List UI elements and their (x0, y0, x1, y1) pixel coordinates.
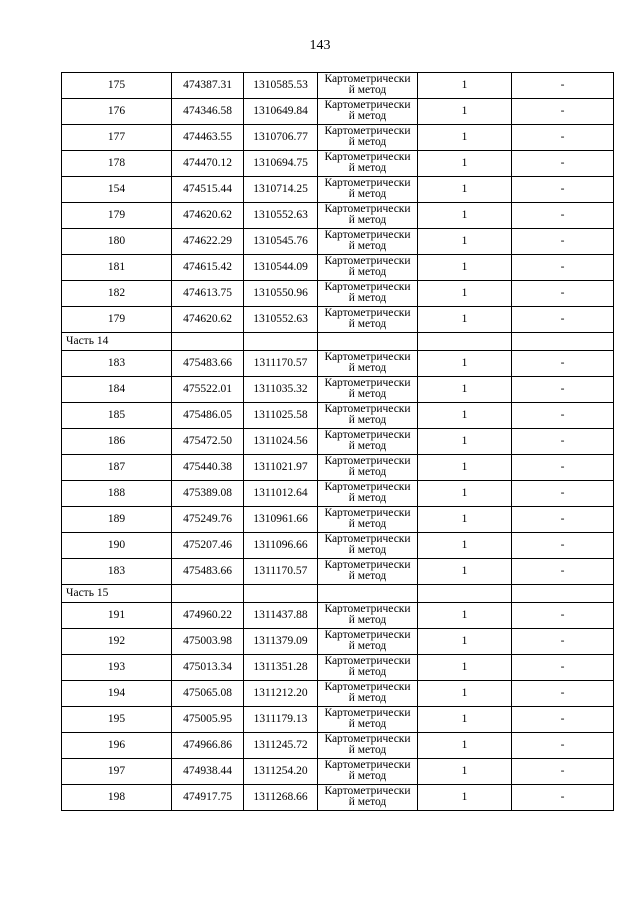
section-label: Часть 15 (62, 585, 172, 603)
extra-cell: - (512, 151, 614, 177)
method-text-line2: й метод (348, 440, 387, 452)
y-coordinate-cell: 1310552.63 (244, 307, 318, 333)
section-row (62, 333, 614, 351)
table-row (62, 733, 614, 759)
table-row (62, 655, 614, 681)
y-coordinate-cell: 1311035.32 (244, 377, 318, 403)
method-cell (318, 759, 418, 785)
extra-cell: - (512, 429, 614, 455)
quantity-cell: 1 (418, 655, 512, 681)
extra-cell: - (512, 229, 614, 255)
table-row (62, 177, 614, 203)
point-number-cell: 183 (62, 351, 172, 377)
empty-cell (172, 585, 244, 603)
point-number-cell: 186 (62, 429, 172, 455)
method-text-line2: й метод (348, 492, 387, 504)
point-number-cell: 181 (62, 255, 172, 281)
x-coordinate-cell: 475207.46 (172, 533, 244, 559)
method-text-line2: й метод (348, 744, 387, 756)
x-coordinate-cell: 474622.29 (172, 229, 244, 255)
method-text-line2: й метод (348, 718, 387, 730)
quantity-cell: 1 (418, 429, 512, 455)
y-coordinate-cell: 1311254.20 (244, 759, 318, 785)
extra-cell: - (512, 603, 614, 629)
x-coordinate-cell: 475483.66 (172, 559, 244, 585)
method-cell (318, 533, 418, 559)
x-coordinate-cell: 474620.62 (172, 203, 244, 229)
quantity-cell: 1 (418, 785, 512, 811)
method-cell (318, 655, 418, 681)
y-coordinate-cell: 1311024.56 (244, 429, 318, 455)
x-coordinate-cell: 475440.38 (172, 455, 244, 481)
method-text-line1: Картометрически (324, 125, 411, 137)
table-row (62, 629, 614, 655)
y-coordinate-cell: 1310552.63 (244, 203, 318, 229)
point-number-cell: 182 (62, 281, 172, 307)
y-coordinate-cell: 1310585.53 (244, 73, 318, 99)
point-number-cell: 183 (62, 559, 172, 585)
method-text-line2: й метод (348, 188, 387, 200)
method-text-line1: Картометрически (324, 351, 411, 363)
point-number-cell: 178 (62, 151, 172, 177)
extra-cell: - (512, 785, 614, 811)
x-coordinate-cell: 474966.86 (172, 733, 244, 759)
y-coordinate-cell: 1310545.76 (244, 229, 318, 255)
y-coordinate-cell: 1310649.84 (244, 99, 318, 125)
coordinates-table (61, 72, 614, 811)
point-number-cell: 180 (62, 229, 172, 255)
extra-cell: - (512, 533, 614, 559)
method-text-line2: й метод (348, 362, 387, 374)
method-cell (318, 507, 418, 533)
point-number-cell: 188 (62, 481, 172, 507)
table-row (62, 707, 614, 733)
x-coordinate-cell: 475483.66 (172, 351, 244, 377)
y-coordinate-cell: 1311212.20 (244, 681, 318, 707)
x-coordinate-cell: 474515.44 (172, 177, 244, 203)
x-coordinate-cell: 475472.50 (172, 429, 244, 455)
method-text-line2: й метод (348, 518, 387, 530)
point-number-cell: 197 (62, 759, 172, 785)
extra-cell: - (512, 177, 614, 203)
extra-cell: - (512, 281, 614, 307)
table-row (62, 403, 614, 429)
method-text-line1: Картометрически (324, 603, 411, 615)
extra-cell: - (512, 255, 614, 281)
quantity-cell: 1 (418, 351, 512, 377)
table-row (62, 681, 614, 707)
x-coordinate-cell: 474938.44 (172, 759, 244, 785)
table-row (62, 559, 614, 585)
method-cell (318, 629, 418, 655)
extra-cell: - (512, 481, 614, 507)
empty-cell (172, 333, 244, 351)
quantity-cell: 1 (418, 759, 512, 785)
extra-cell: - (512, 733, 614, 759)
section-row (62, 585, 614, 603)
y-coordinate-cell: 1311096.66 (244, 533, 318, 559)
method-text-line2: й метод (348, 466, 387, 478)
y-coordinate-cell: 1311170.57 (244, 351, 318, 377)
method-text-line2: й метод (348, 796, 387, 808)
x-coordinate-cell: 475013.34 (172, 655, 244, 681)
method-text-line1: Картометрически (324, 429, 411, 441)
table-row (62, 377, 614, 403)
empty-cell (244, 333, 318, 351)
method-text-line2: й метод (348, 544, 387, 556)
quantity-cell: 1 (418, 73, 512, 99)
quantity-cell: 1 (418, 629, 512, 655)
quantity-cell: 1 (418, 281, 512, 307)
table-row (62, 455, 614, 481)
point-number-cell: 185 (62, 403, 172, 429)
x-coordinate-cell: 475005.95 (172, 707, 244, 733)
y-coordinate-cell: 1311379.09 (244, 629, 318, 655)
method-text-line2: й метод (348, 266, 387, 278)
y-coordinate-cell: 1310544.09 (244, 255, 318, 281)
extra-cell: - (512, 377, 614, 403)
method-text-line2: й метод (348, 614, 387, 626)
quantity-cell: 1 (418, 507, 512, 533)
extra-cell: - (512, 125, 614, 151)
method-cell (318, 151, 418, 177)
empty-cell (318, 333, 418, 351)
section-label: Часть 14 (62, 333, 172, 351)
point-number-cell: 189 (62, 507, 172, 533)
table-row (62, 229, 614, 255)
extra-cell: - (512, 99, 614, 125)
quantity-cell: 1 (418, 255, 512, 281)
extra-cell: - (512, 203, 614, 229)
point-number-cell: 187 (62, 455, 172, 481)
table-row (62, 307, 614, 333)
method-text-line1: Картометрически (324, 629, 411, 641)
y-coordinate-cell: 1311170.57 (244, 559, 318, 585)
extra-cell: - (512, 629, 614, 655)
x-coordinate-cell: 475065.08 (172, 681, 244, 707)
method-text-line2: й метод (348, 162, 387, 174)
table-row (62, 125, 614, 151)
extra-cell: - (512, 655, 614, 681)
method-text-line2: й метод (348, 570, 387, 582)
x-coordinate-cell: 474615.42 (172, 255, 244, 281)
method-text-line1: Картометрически (324, 759, 411, 771)
method-text-line1: Картометрически (324, 733, 411, 745)
y-coordinate-cell: 1311351.28 (244, 655, 318, 681)
point-number-cell: 196 (62, 733, 172, 759)
quantity-cell: 1 (418, 481, 512, 507)
method-text-line2: й метод (348, 136, 387, 148)
method-text-line1: Картометрически (324, 481, 411, 493)
point-number-cell: 179 (62, 307, 172, 333)
y-coordinate-cell: 1310961.66 (244, 507, 318, 533)
x-coordinate-cell: 474960.22 (172, 603, 244, 629)
method-cell (318, 785, 418, 811)
method-text-line1: Картометрически (324, 533, 411, 545)
method-text-line1: Картометрически (324, 177, 411, 189)
extra-cell: - (512, 403, 614, 429)
quantity-cell: 1 (418, 533, 512, 559)
table-row (62, 507, 614, 533)
quantity-cell: 1 (418, 455, 512, 481)
table-row (62, 759, 614, 785)
x-coordinate-cell: 474470.12 (172, 151, 244, 177)
method-text-line1: Картометрически (324, 255, 411, 267)
x-coordinate-cell: 474613.75 (172, 281, 244, 307)
method-cell (318, 455, 418, 481)
method-cell (318, 681, 418, 707)
method-cell (318, 229, 418, 255)
x-coordinate-cell: 474917.75 (172, 785, 244, 811)
point-number-cell: 192 (62, 629, 172, 655)
method-cell (318, 255, 418, 281)
method-text-line2: й метод (348, 692, 387, 704)
y-coordinate-cell: 1311012.64 (244, 481, 318, 507)
point-number-cell: 195 (62, 707, 172, 733)
y-coordinate-cell: 1310550.96 (244, 281, 318, 307)
method-text-line1: Картометрически (324, 73, 411, 85)
y-coordinate-cell: 1310694.75 (244, 151, 318, 177)
method-cell (318, 307, 418, 333)
y-coordinate-cell: 1310714.25 (244, 177, 318, 203)
x-coordinate-cell: 474620.62 (172, 307, 244, 333)
quantity-cell: 1 (418, 681, 512, 707)
method-text-line1: Картометрически (324, 681, 411, 693)
method-cell (318, 177, 418, 203)
table-row (62, 203, 614, 229)
quantity-cell: 1 (418, 203, 512, 229)
table-row (62, 533, 614, 559)
table-row (62, 255, 614, 281)
extra-cell: - (512, 455, 614, 481)
table-row (62, 481, 614, 507)
method-cell (318, 403, 418, 429)
method-cell (318, 603, 418, 629)
point-number-cell: 184 (62, 377, 172, 403)
y-coordinate-cell: 1311021.97 (244, 455, 318, 481)
method-cell (318, 377, 418, 403)
method-text-line1: Картометрически (324, 151, 411, 163)
method-text-line1: Картометрически (324, 655, 411, 667)
point-number-cell: 154 (62, 177, 172, 203)
page-number: 143 (309, 38, 331, 53)
quantity-cell: 1 (418, 707, 512, 733)
point-number-cell: 194 (62, 681, 172, 707)
quantity-cell: 1 (418, 559, 512, 585)
method-cell (318, 351, 418, 377)
point-number-cell: 198 (62, 785, 172, 811)
method-text-line2: й метод (348, 770, 387, 782)
table-row (62, 785, 614, 811)
method-text-line2: й метод (348, 214, 387, 226)
method-text-line1: Картометрически (324, 281, 411, 293)
table-row (62, 281, 614, 307)
table-row (62, 99, 614, 125)
y-coordinate-cell: 1311437.88 (244, 603, 318, 629)
method-text-line1: Картометрически (324, 403, 411, 415)
x-coordinate-cell: 475486.05 (172, 403, 244, 429)
x-coordinate-cell: 475389.08 (172, 481, 244, 507)
extra-cell: - (512, 681, 614, 707)
extra-cell: - (512, 559, 614, 585)
method-text-line1: Картометрически (324, 307, 411, 319)
x-coordinate-cell: 475249.76 (172, 507, 244, 533)
method-text-line2: й метод (348, 666, 387, 678)
point-number-cell: 191 (62, 603, 172, 629)
method-cell (318, 429, 418, 455)
method-cell (318, 125, 418, 151)
quantity-cell: 1 (418, 177, 512, 203)
point-number-cell: 193 (62, 655, 172, 681)
table-row (62, 603, 614, 629)
point-number-cell: 179 (62, 203, 172, 229)
x-coordinate-cell: 475003.98 (172, 629, 244, 655)
empty-cell (418, 585, 512, 603)
method-text-line1: Картометрически (324, 99, 411, 111)
point-number-cell: 190 (62, 533, 172, 559)
empty-cell (418, 333, 512, 351)
empty-cell (244, 585, 318, 603)
y-coordinate-cell: 1311245.72 (244, 733, 318, 759)
quantity-cell: 1 (418, 307, 512, 333)
empty-cell (512, 333, 614, 351)
extra-cell: - (512, 307, 614, 333)
quantity-cell: 1 (418, 733, 512, 759)
method-cell (318, 73, 418, 99)
method-text-line2: й метод (348, 318, 387, 330)
extra-cell: - (512, 707, 614, 733)
method-cell (318, 481, 418, 507)
method-text-line1: Картометрически (324, 785, 411, 797)
method-text-line2: й метод (348, 292, 387, 304)
method-text-line1: Картометрически (324, 559, 411, 571)
extra-cell: - (512, 507, 614, 533)
method-text-line1: Картометрически (324, 707, 411, 719)
method-cell (318, 281, 418, 307)
method-cell (318, 99, 418, 125)
method-cell (318, 203, 418, 229)
extra-cell: - (512, 759, 614, 785)
quantity-cell: 1 (418, 229, 512, 255)
x-coordinate-cell: 474463.55 (172, 125, 244, 151)
x-coordinate-cell: 474387.31 (172, 73, 244, 99)
method-text-line2: й метод (348, 84, 387, 96)
method-text-line1: Картометрически (324, 229, 411, 241)
method-text-line2: й метод (348, 110, 387, 122)
quantity-cell: 1 (418, 603, 512, 629)
method-text-line2: й метод (348, 640, 387, 652)
table-row (62, 151, 614, 177)
extra-cell: - (512, 73, 614, 99)
x-coordinate-cell: 475522.01 (172, 377, 244, 403)
method-text-line1: Картометрически (324, 455, 411, 467)
quantity-cell: 1 (418, 151, 512, 177)
method-text-line2: й метод (348, 388, 387, 400)
y-coordinate-cell: 1311025.58 (244, 403, 318, 429)
method-cell (318, 707, 418, 733)
quantity-cell: 1 (418, 377, 512, 403)
empty-cell (318, 585, 418, 603)
y-coordinate-cell: 1310706.77 (244, 125, 318, 151)
method-text-line1: Картометрически (324, 203, 411, 215)
table-row (62, 73, 614, 99)
quantity-cell: 1 (418, 125, 512, 151)
quantity-cell: 1 (418, 403, 512, 429)
point-number-cell: 175 (62, 73, 172, 99)
method-text-line2: й метод (348, 414, 387, 426)
extra-cell: - (512, 351, 614, 377)
y-coordinate-cell: 1311179.13 (244, 707, 318, 733)
empty-cell (512, 585, 614, 603)
quantity-cell: 1 (418, 99, 512, 125)
method-text-line2: й метод (348, 240, 387, 252)
table-row (62, 429, 614, 455)
method-text-line1: Картометрически (324, 377, 411, 389)
method-text-line1: Картометрически (324, 507, 411, 519)
x-coordinate-cell: 474346.58 (172, 99, 244, 125)
point-number-cell: 176 (62, 99, 172, 125)
point-number-cell: 177 (62, 125, 172, 151)
table-row (62, 351, 614, 377)
method-cell (318, 559, 418, 585)
y-coordinate-cell: 1311268.66 (244, 785, 318, 811)
method-cell (318, 733, 418, 759)
